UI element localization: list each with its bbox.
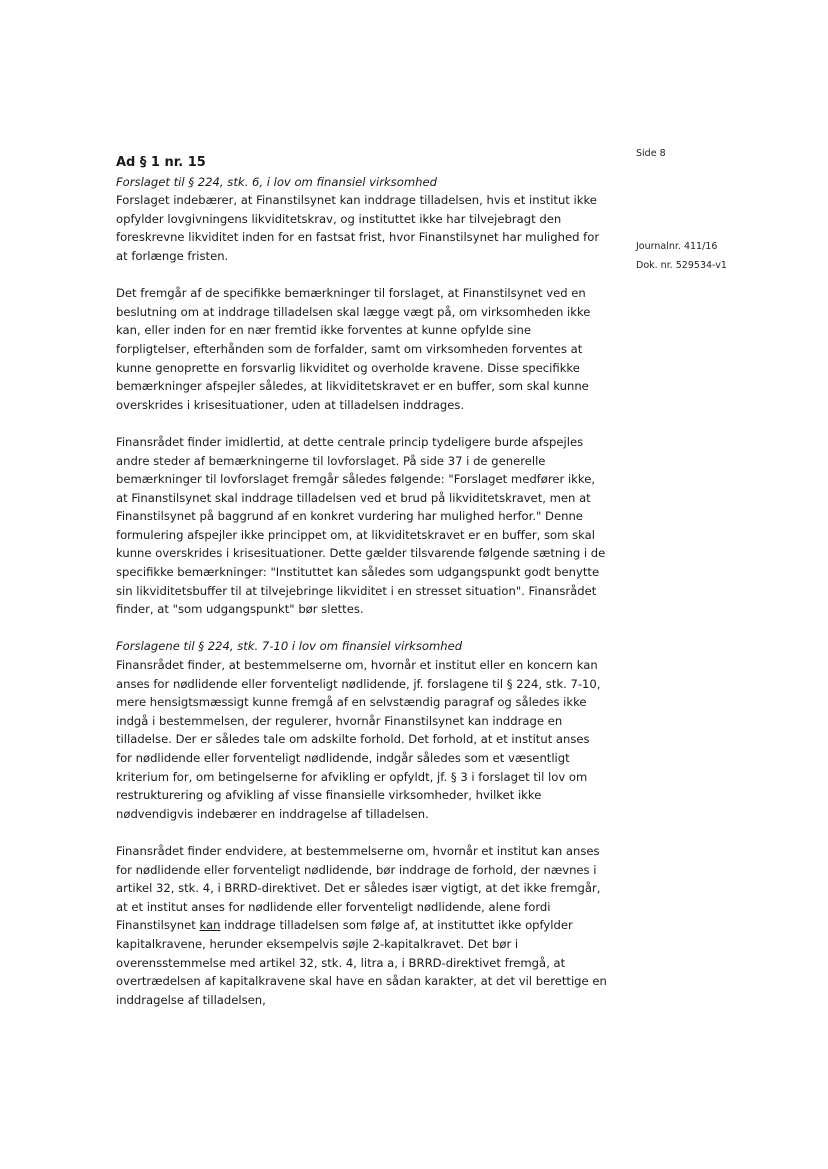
journal-number: Journalnr. 411/16 xyxy=(636,241,718,252)
paragraph-2: Det fremgår af de specifikke bemærkninger til forslaget, at Finanstilsynet ved en beslutning om at inddrage tilladelsen skal lægge vægt på, om virksomheden ikke kan, eller inden for en nær fremtid ikke forventes at kunne opfylde sine forpligtelser, efterhånden som de forfalder, samt om virksomheden forventes at kunne genoprette en forsvarlig likviditet og overholde kravene. Disse specifikke bemærkninger afspejler således, at likviditetskravet er en buffer, som skal kunne overskrides i krisesituationer, uden at tilladelsen inddrages. xyxy=(116,286,591,412)
paragraph-3: Finansrådet finder imidlertid, at dette centrale princip tydeligere burde afspejles andre steder af bemærkningerne til lovforslaget. På side 37 i de generelle bemærkninger til lovforslaget fremgår således følgende: "Forslaget medfører ikke, at Finanstilsynet skal inddrage tilladelsen ved et brud på likviditetskravet, men at Finanstilsynet på baggrund af en konkret vurdering har mulighed herfor." Denne formulering afspejler ikke princippet om, at likviditetskravet er en buffer, som skal kunne overskrides i krisesituationer. Dette gælder tilsvarende følgende sætning i de specifikke bemærkninger: "Instituttet kan således som udgangspunkt godt benytte sin likviditetsbuffer til at tilvejebringe likviditet i en stresset situation". Finansrådet finder, at "som udgangspunkt" bør slettes. xyxy=(116,434,606,617)
paragraph-5 xyxy=(116,842,608,1009)
document-body xyxy=(116,154,608,1009)
paragraph-5-part-a: Finansrådet finder endvidere, at bestemmelserne om, hvornår et institut kan anses for nødlidende eller forventeligt nødlidende, bør inddrage de forhold, der nævnes i artikel 32, stk. 4, i BRRD-direktivet. Det er således især vigtigt, at det ikke fremgår, at et institut anses for nødlidende eller forventeligt nødlidende, alene fordi Finanstilsynet xyxy=(116,843,601,933)
paragraph-5-part-b: inddrage tilladelsen som følge af, at instituttet ikke opfylder kapitalkravene, herunder eksempelvis søjle 2-kapitalkravet. Det bør i overensstemmelse med artikel 32, stk. 4, litra a, i BRRD-direktivet fremgå, at overtrædelsen af kapitalkravene skal have en sådan karakter, at det vil berettige en inddragelse af tilladelsen, xyxy=(116,918,607,1007)
paragraph-4: Finansrådet finder, at bestemmelserne om, hvornår et institut eller en koncern kan anses for nødlidende eller forventeligt nødlidende, jf. forslagene til § 224, stk. 7-10, mere hensigtsmæssigt kunne fremgå af en selvstændig paragraf og således ikke indgå i bestemmelsen, der regulerer, hvornår Finanstilsynet kan inddrage en tilladelse. Der er således tale om adskilte forhold. Det forhold, at et institut anses for nødlidende eller forventeligt nødlidende, indgår således som et væsentligt kriterium for, om betingelserne for afvikling er opfyldt, jf. § 3 i forslaget til lov om restrukturering og afvikling af visse finansielle virksomheder, hvilket ikke nødvendigvis indebærer en inddragelse af tilladelsen. xyxy=(116,658,601,821)
paragraph-1: Forslaget indebærer, at Finanstilsynet kan inddrage tilladelsen, hvis et institut ikke opfylder lovgivningens likviditetskrav, og instituttet ikke har tilvejebragt den foreskrevne likviditet inden for en fastsat frist, hvor Finanstilsynet har mulighed for at forlænge fristen. xyxy=(116,193,600,263)
document-number: Dok. nr. 529534-v1 xyxy=(636,260,727,271)
section-heading: Ad § 1 nr. 15 xyxy=(116,155,206,170)
subheading-224-stk6: Forslaget til § 224, stk. 6, i lov om finansiel virksomhed xyxy=(116,174,437,189)
page-number: Side 8 xyxy=(636,148,666,159)
subheading-224-stk7-10: Forslagene til § 224, stk. 7-10 i lov om finansiel virksomhed xyxy=(116,639,463,654)
underlined-word: kan xyxy=(199,918,221,933)
